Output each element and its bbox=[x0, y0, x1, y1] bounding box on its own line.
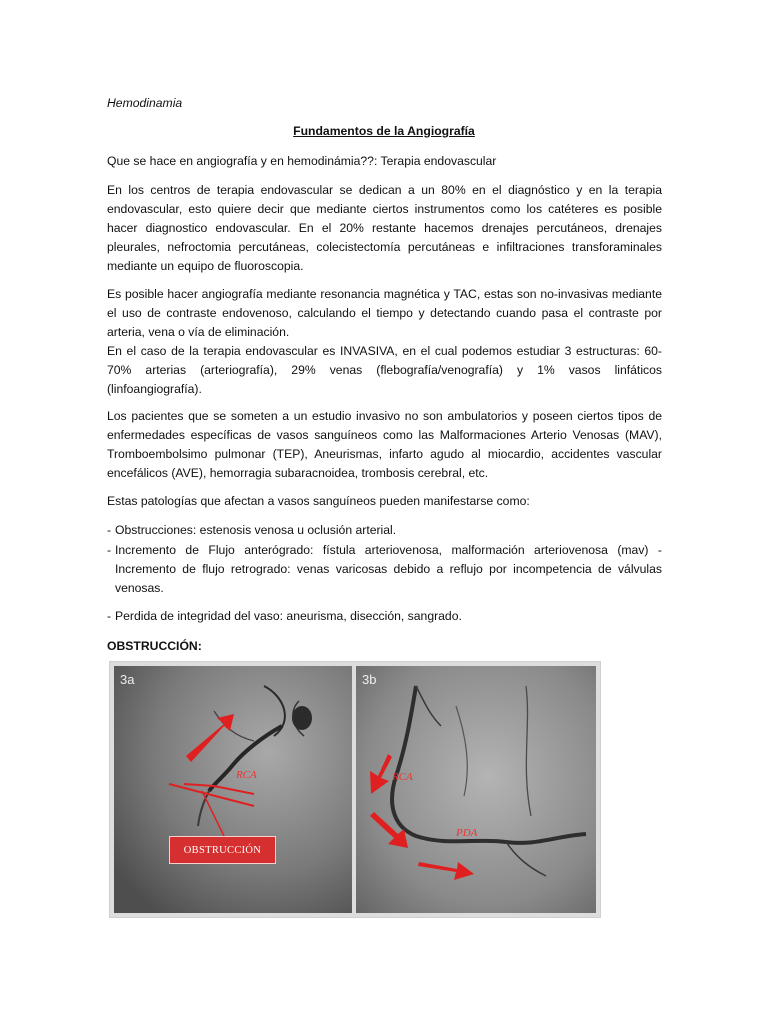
obstruction-callout: OBSTRUCCIÓN bbox=[169, 836, 276, 864]
paragraph-5: Estas patologías que afectan a vasos sanguíneos pueden manifestarse como: bbox=[107, 494, 530, 508]
angiogram-panel-a bbox=[114, 666, 352, 913]
paragraph-4: Los pacientes que se someten a un estudio invasivo no son ambulatorios y poseen ciertos tipos de enfermedades específicas de vasos sanguíneos como las Malformaciones Arterio Venosas (MAV), Tromboembolsimo pulmonar (TEP), Aneurismas, infarto agudo al miocardio, accidentes vascular encefálicos (AVE), hemorragia subaracnoidea, trombosis cerebral, etc. bbox=[107, 409, 662, 480]
vessel-label: PDA bbox=[456, 827, 478, 839]
list-item-text: Perdida de integridad del vaso: aneurisma, disección, sangrado. bbox=[115, 609, 462, 623]
vessel-label: RCA bbox=[236, 769, 257, 781]
angiogram-image-a bbox=[114, 666, 352, 913]
list-item-text: Incremento de Flujo anterógrado: fístula arteriovenosa, malformación arteriovenosa (mav) - Incremento de flujo retrogrado: venas varicosas debido a reflujo por incompetencia de válvulas venosas. bbox=[115, 543, 662, 595]
panel-label: 3a bbox=[120, 672, 135, 687]
list-item-text: Obstrucciones: estenosis venosa u oclusión arterial. bbox=[115, 523, 397, 537]
vessel-label: RCA bbox=[392, 771, 413, 783]
paragraph-3: En el caso de la terapia endovascular es INVASIVA, en el cual podemos estudiar 3 estructuras: 60-70% arterias (arteriografía), 29% venas (flebografía/venografía) y 1% vasos linfáticos (linfoangiografía). bbox=[107, 344, 662, 396]
list-item bbox=[107, 541, 662, 598]
intro-question: Que se hace en angiografía y en hemodinámia??: Terapia endovascular bbox=[107, 154, 497, 168]
list-dash: - bbox=[107, 543, 112, 557]
list-dash: - bbox=[107, 523, 112, 537]
header-category: Hemodinamia bbox=[107, 96, 183, 110]
paragraph-1: En los centros de terapia endovascular se dedican a un 80% en el diagnóstico y en la terapia endovascular, esto quiere decir que mediante ciertos instrumentos como los catéteres es posible hacer diagnostico endovascular. En el 20% restante hacemos drenajes percutáneos, drenajes pleurales, nefroctomia percutáneas, colecistectomía percutáneas e infiltraciones transforaminales mediante un equipo de fluoroscopia. bbox=[107, 183, 662, 273]
panel-label: 3b bbox=[362, 672, 377, 687]
document-title: Fundamentos de la Angiografía bbox=[293, 124, 475, 138]
section-heading: OBSTRUCCIÓN: bbox=[107, 639, 202, 653]
list-item bbox=[107, 607, 662, 626]
angiogram-image-b bbox=[356, 666, 596, 913]
list-item bbox=[107, 521, 662, 540]
list-dash: - bbox=[107, 609, 112, 623]
angiogram-panel-b bbox=[356, 666, 596, 913]
paragraph-2: Es posible hacer angiografía mediante resonancia magnética y TAC, estas son no-invasivas mediante el uso de contraste endovenoso, calculando el tiempo y detectando cuando pasa el contraste por arteria, vena o vía de eliminación. bbox=[107, 287, 662, 339]
angiography-figure bbox=[109, 661, 601, 918]
